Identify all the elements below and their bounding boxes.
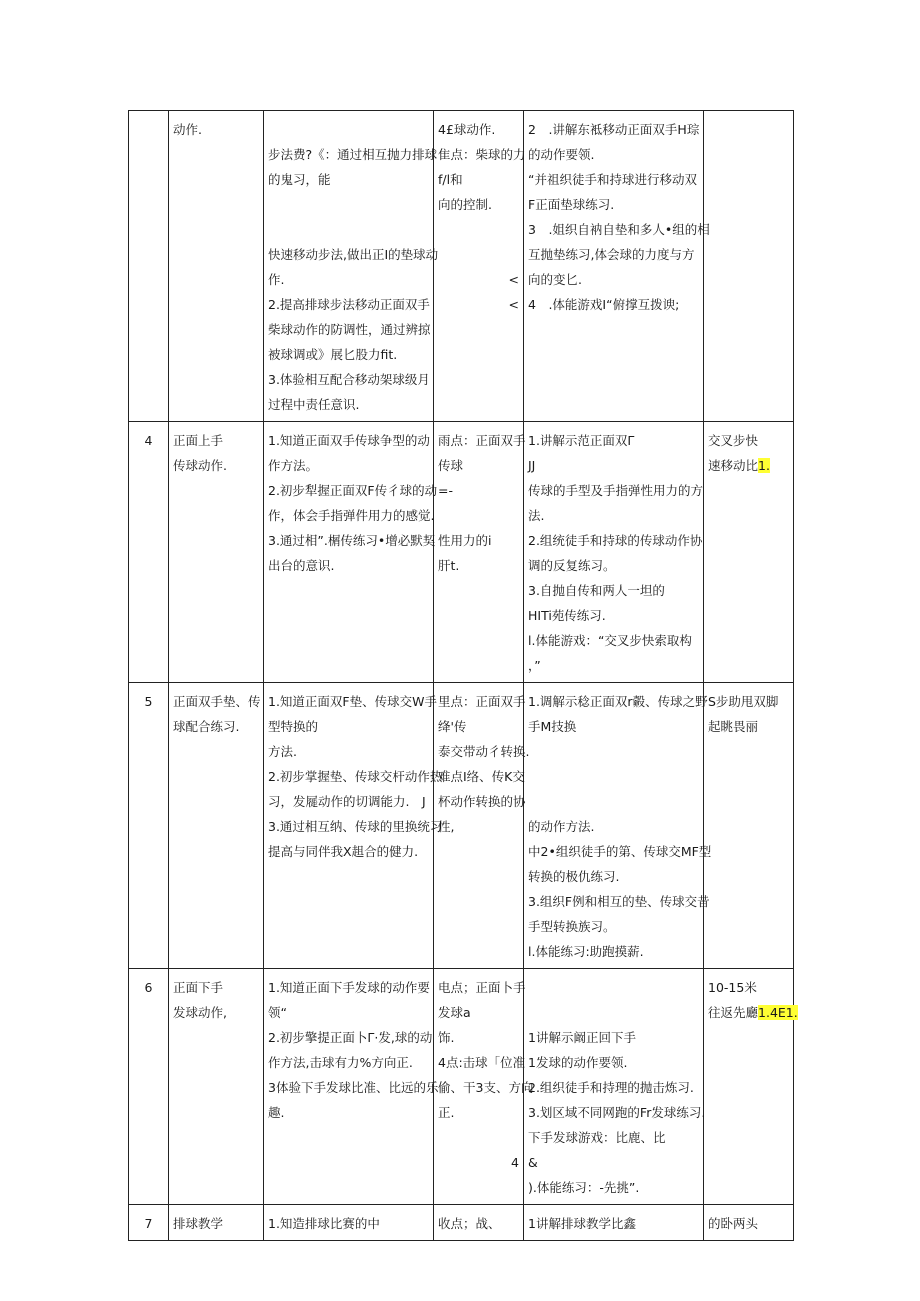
teaching-methods-line — [528, 764, 699, 789]
learning-objectives-cell — [264, 1205, 434, 1241]
lesson-number-cell — [129, 969, 169, 1205]
teaching-methods-cell — [524, 1205, 704, 1241]
lesson-content-line: 发球动作, — [173, 1005, 227, 1020]
lesson-content-cell — [169, 683, 264, 969]
lesson-plan-table — [128, 110, 798, 1241]
teaching-methods-line: F正面垫球练习. — [528, 197, 615, 212]
key-points-line: 肝t. — [438, 558, 460, 573]
teaching-methods-line: 法. — [528, 508, 545, 523]
lesson-number: 5 — [144, 694, 153, 709]
fitness-activity-line: 的卧两头 — [708, 1216, 759, 1231]
teaching-methods-line: JJ — [528, 458, 536, 473]
learning-objectives-line: 3.通过相互纳、传球的里换统习 — [268, 819, 443, 834]
fitness-activity-cell — [704, 969, 798, 1205]
lesson-number-cell — [129, 1205, 169, 1241]
key-points-line: 收点；战、 — [438, 1216, 501, 1231]
lesson-content-line: 动作. — [173, 122, 202, 137]
teaching-methods-line: 3.组织F例和相互的垫、传球交昔 — [528, 894, 710, 909]
teaching-methods-line: “并祖织徒手和持球进行移动双 — [528, 172, 697, 187]
lesson-number-cell — [129, 422, 169, 683]
lesson-content-cell — [169, 111, 264, 422]
lesson-content-line: 排球教学 — [173, 1216, 224, 1231]
key-points-cell — [434, 683, 530, 969]
table-row — [129, 422, 794, 683]
learning-objectives-line — [268, 192, 429, 217]
lesson-content-cell — [169, 422, 264, 683]
teaching-methods-line: 3.自抛自传和两人一坦的 — [528, 583, 665, 598]
key-points-line: < — [508, 272, 519, 287]
teaching-methods-line: 1发球的动作要领. — [528, 1055, 628, 1070]
teaching-methods-line: ，” — [528, 658, 541, 673]
fitness-activity-line: 10-15米 — [708, 980, 757, 995]
teaching-methods-cell — [524, 969, 704, 1205]
learning-objectives-line: 2.初步擎提正面卜Γ·发,球的动 — [268, 1030, 433, 1045]
table-row — [129, 111, 794, 422]
key-points-cell — [434, 1205, 524, 1241]
lesson-content-cell — [169, 1205, 264, 1241]
fitness-activity-cell — [704, 422, 794, 683]
learning-objectives-line: 的鬼习，能 — [268, 172, 331, 187]
lesson-number-cell — [129, 111, 169, 422]
learning-objectives-line: 趣. — [268, 1105, 285, 1120]
key-points-line — [438, 242, 519, 267]
fitness-activity-line: 起眺畏丽 — [708, 719, 759, 734]
key-points-line — [438, 503, 519, 528]
key-points-line: 4£球动作. — [438, 122, 496, 137]
fitness-activity-line: 交叉步快 — [708, 433, 759, 448]
key-points-line: 难点I络、传K交 — [438, 769, 525, 784]
teaching-methods-line: ).体能练习：-先挑”. — [528, 1180, 640, 1195]
table-row — [129, 683, 794, 969]
teaching-methods-cell — [524, 683, 712, 969]
key-points-line: 杯动作转换的协 — [438, 794, 526, 809]
teaching-methods-line: 向的变匕. — [528, 272, 582, 287]
learning-objectives-line: 快速移动步法,做出正I的垫球动 — [268, 247, 439, 262]
lesson-number: 7 — [144, 1216, 153, 1231]
teaching-methods-line: 中2•组织徒手的第、传球交MF型 — [528, 844, 712, 859]
learning-objectives-line — [268, 117, 429, 142]
lesson-content-line: 正面上手 — [173, 433, 224, 448]
teaching-methods-line: l.体能练习:助跑摸薪. — [528, 944, 644, 959]
table-row — [129, 969, 794, 1205]
teaching-methods-line: 4 .体能游戏I“俯撑互拨谀; — [528, 297, 680, 312]
learning-objectives-cell — [264, 683, 443, 969]
fitness-activity-cell — [704, 1205, 794, 1241]
learning-objectives-line: 被球调或》展匕股力fit. — [268, 347, 398, 362]
key-points-line — [438, 217, 519, 242]
teaching-methods-line: 1讲解示阚正回下手 — [528, 1030, 636, 1045]
teaching-methods-line — [528, 789, 699, 814]
learning-objectives-cell — [264, 969, 439, 1205]
teaching-methods-line: 2 .讲解东袛移动正面双手H琮 — [528, 122, 700, 137]
teaching-methods-line: 2.组织徒手和持理的抛击炼习. — [528, 1080, 694, 1095]
teaching-methods-line: 1讲解排球教学比鑫 — [528, 1216, 636, 1231]
key-points-line: 正. — [438, 1105, 455, 1120]
lesson-content-line: 正面双手垫、传 — [173, 694, 261, 709]
table-body — [129, 111, 798, 1241]
key-points-line: 性用力的i — [438, 533, 492, 548]
key-points-line: 4 — [511, 1155, 519, 1170]
teaching-methods-line: 手型转换族习。 — [528, 919, 616, 934]
learning-objectives-line: 1.知道正面下手发球的动作要 — [268, 980, 430, 995]
table-row — [129, 1205, 794, 1241]
lesson-number: 4 — [144, 433, 153, 448]
key-points-line: 性, — [438, 819, 455, 834]
teaching-methods-line: 1.调解示稔正面双r㲉、传球之野 — [528, 694, 708, 709]
teaching-methods-line — [528, 1000, 699, 1025]
teaching-methods-line: 2.组统徒手和持球的传球动作协 — [528, 533, 703, 548]
learning-objectives-line: 3.体验相互配合移动架球级月 — [268, 372, 430, 387]
key-points-line: 发球a — [438, 1005, 471, 1020]
key-points-line: 泰交带动彳转换. — [438, 744, 530, 759]
teaching-methods-line: 的动作要领. — [528, 147, 595, 162]
learning-objectives-line: 领“ — [268, 1005, 287, 1020]
teaching-methods-line: 下手发球游戏：比鹿、比 — [528, 1130, 666, 1145]
key-points-line: < — [508, 297, 519, 312]
learning-objectives-line: 作方法。 — [268, 458, 319, 473]
learning-objectives-cell — [264, 422, 438, 683]
teaching-methods-line: 3.划区域不同网跑的Fr发球练习. — [528, 1105, 706, 1120]
learning-objectives-line: 3.通过相”.榍传练习•增必默契 — [268, 533, 436, 548]
teaching-methods-line: 手M技换 — [528, 719, 577, 734]
key-points-cell — [434, 111, 524, 422]
learning-objectives-line — [268, 217, 429, 242]
teaching-methods-cell — [524, 111, 710, 422]
teaching-methods-line: 的动作方法. — [528, 819, 595, 834]
learning-objectives-line: 步法费?《：通过相互抛力排球 — [268, 147, 438, 162]
learning-objectives-line: 2.初步犁握正面双F传彳球的动 — [268, 483, 438, 498]
learning-objectives-line: 作方法,击球有力%方向正. — [268, 1055, 413, 1070]
learning-objectives-line: 提高与同伴我X趄合的健力. — [268, 844, 419, 859]
teaching-methods-line — [528, 739, 699, 764]
teaching-methods-line: HITi苑传练习. — [528, 608, 606, 623]
highlighted-text: 1. — [758, 458, 770, 473]
fitness-activity-cell — [704, 683, 794, 969]
learning-objectives-line: 1.知造排球比赛的中 — [268, 1216, 380, 1231]
learning-objectives-cell — [264, 111, 439, 422]
learning-objectives-line: 2.提高排球步法移动正面双手 — [268, 297, 430, 312]
learning-objectives-line: 3体验下手发球比准、比远的乐 — [268, 1080, 439, 1095]
teaching-methods-line: 1.讲解示范正面双Γ — [528, 433, 635, 448]
learning-objectives-line: 方法. — [268, 744, 297, 759]
key-points-line: 4点:击球「位准 — [438, 1055, 526, 1070]
lesson-content-line: 球配合练习. — [173, 719, 240, 734]
fitness-activity-line: 速移动比1. — [708, 458, 770, 473]
key-points-line: 隹点：柴球的力 — [438, 147, 526, 162]
key-points-line: 绛'传 — [438, 719, 467, 734]
teaching-methods-line: & — [528, 1155, 538, 1170]
learning-objectives-line: 出台的意识. — [268, 558, 335, 573]
learning-objectives-line: 1.知道正面双F垫、传球交W手 — [268, 694, 437, 709]
teaching-methods-line: 传球的手型及手指弹性用力的方 — [528, 483, 704, 498]
key-points-line: 雨点：正面双手 — [438, 433, 526, 448]
teaching-methods-line: l.体能游戏：“交叉步快索取构 — [528, 633, 692, 648]
fitness-activity-line: S步助甩双脚 — [708, 694, 779, 709]
learning-objectives-line: 柴球动作的防调性，通过辨掠 — [268, 322, 431, 337]
highlighted-text: 1.4E1. — [758, 1005, 798, 1020]
key-points-line: =- — [438, 483, 453, 498]
key-points-line: 偷、干3支、方向 — [438, 1080, 534, 1095]
teaching-methods-line — [528, 975, 699, 1000]
learning-objectives-line: 作，体会手指弹件用力的感觉. — [268, 508, 435, 523]
learning-objectives-line: 过程中责任意识. — [268, 397, 360, 412]
learning-objectives-line: 作. — [268, 272, 285, 287]
key-points-line: 传球 — [438, 458, 464, 473]
learning-objectives-line: 1.知道正面双手传球争型的动 — [268, 433, 430, 448]
lesson-content-cell — [169, 969, 264, 1205]
fitness-activity-cell — [704, 111, 794, 422]
teaching-methods-line: 调的反复练习。 — [528, 558, 616, 573]
lesson-number-cell — [129, 683, 169, 969]
key-points-line: 电点；正面卜手 — [438, 980, 526, 995]
key-points-line: 向的控制. — [438, 197, 492, 212]
fitness-activity-line: 往返先廳1.4E1. — [708, 1005, 798, 1020]
key-points-line: 里点：正面双手 — [438, 694, 526, 709]
key-points-cell — [434, 969, 534, 1205]
teaching-methods-line: 3 .姐织自衲自垫和多人•组的相 — [528, 222, 710, 237]
key-points-line — [438, 1125, 519, 1150]
lesson-number: 6 — [144, 980, 153, 995]
key-points-cell — [434, 422, 524, 683]
teaching-methods-line: 互抛垫练习,体会球的力度与方 — [528, 247, 695, 262]
learning-objectives-line: 习，发屣动作的切调能力. J — [268, 794, 426, 809]
learning-objectives-line: 型特换的 — [268, 719, 319, 734]
teaching-methods-cell — [524, 422, 704, 683]
key-points-line: f/l和 — [438, 172, 463, 187]
lesson-content-line: 传球动作. — [173, 458, 227, 473]
teaching-methods-line: 转换的极仇练习. — [528, 869, 620, 884]
lesson-content-line: 正面下手 — [173, 980, 224, 995]
learning-objectives-line: 2.初步掌握垫、传球交杆动作热 — [268, 769, 443, 784]
key-points-line: 饰. — [438, 1030, 455, 1045]
fitness-activity-line — [708, 117, 789, 142]
